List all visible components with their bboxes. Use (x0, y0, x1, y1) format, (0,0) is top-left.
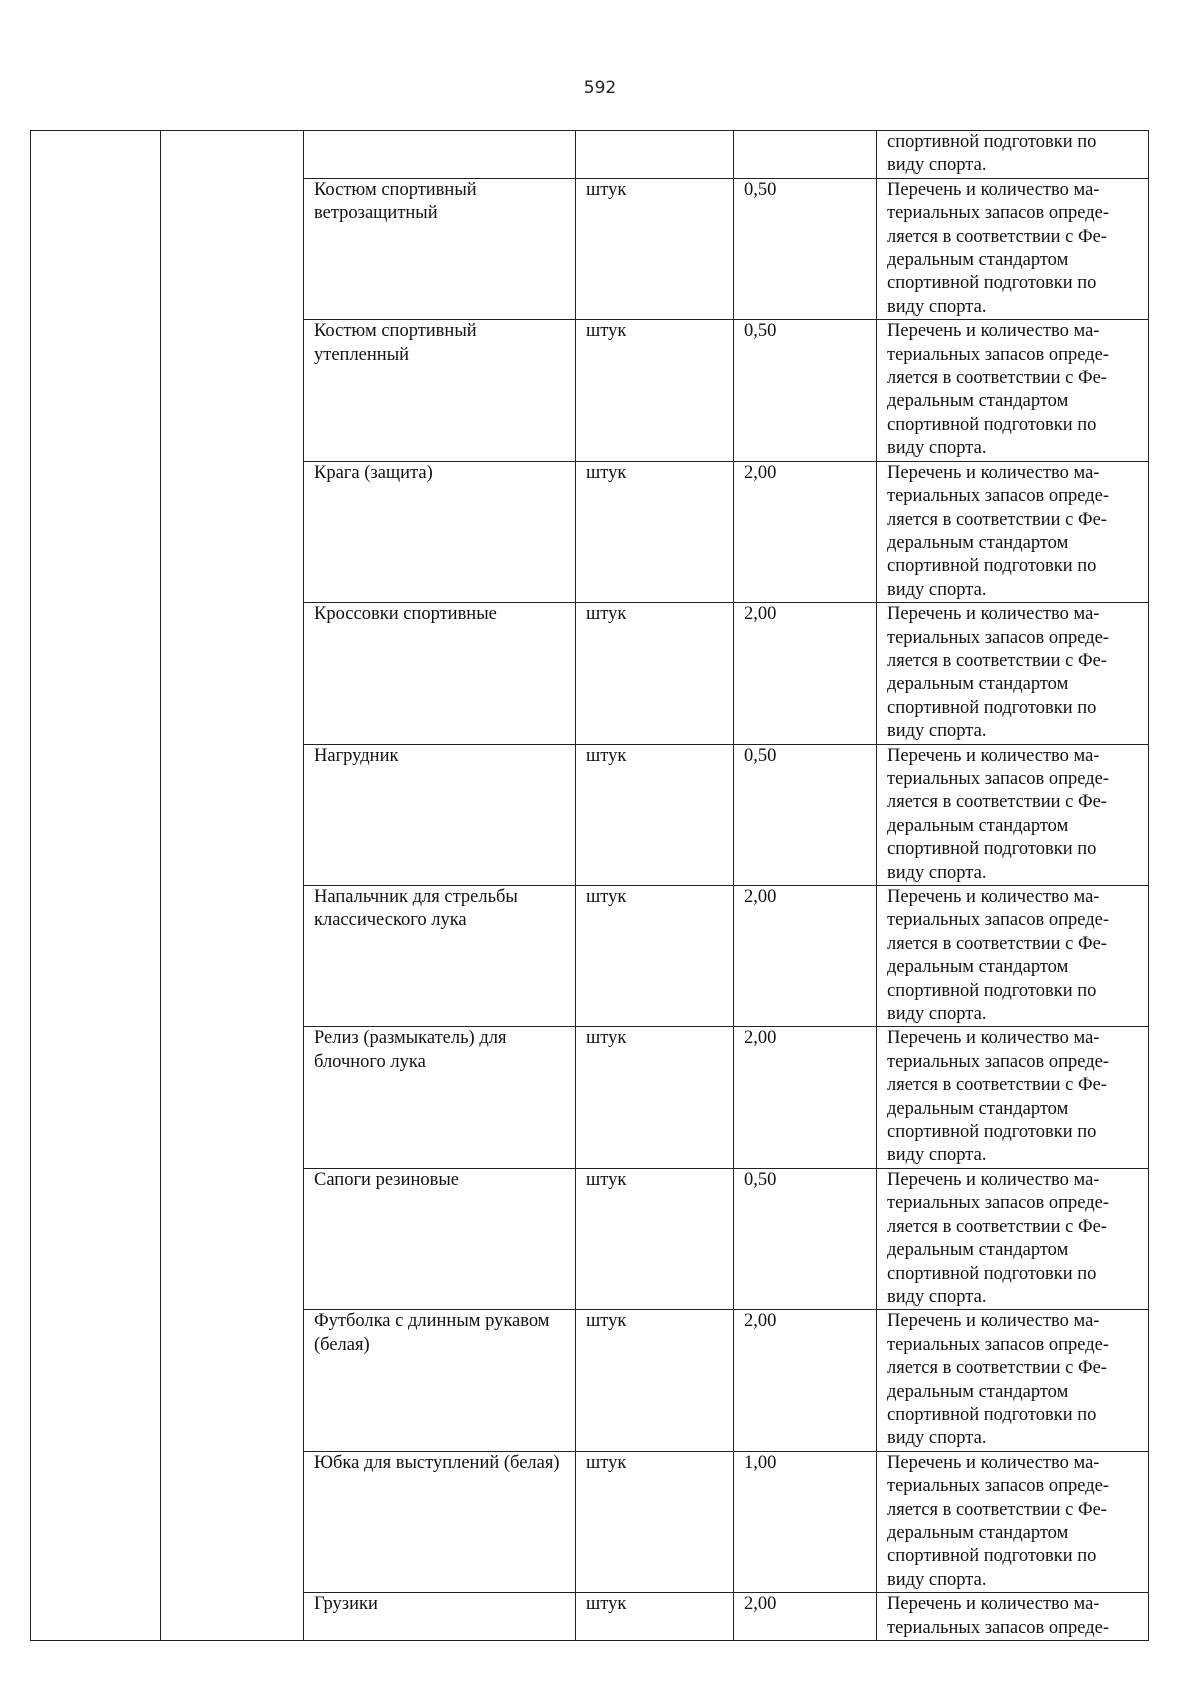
note-cell: Перечень и количество ма- териальных запасов опреде- ляется в соответствии с Фе- деральным стандартом спортивной подготовки по виду спорта. (877, 178, 1149, 319)
note-cell: Перечень и количество ма- териальных запасов опреде- ляется в соответствии с Фе- деральным стандартом спортивной подготовки по виду спорта. (877, 320, 1149, 461)
equipment-table (30, 130, 1149, 1641)
quantity-cell: 2,00 (734, 603, 877, 744)
note-cell: Перечень и количество ма- териальных запасов опреде- ляется в соответствии с Фе- деральным стандартом спортивной подготовки по виду спорта. (877, 1168, 1149, 1309)
quantity-cell: 0,50 (734, 320, 877, 461)
unit-cell: штук (576, 1027, 734, 1168)
item-name-cell: Крага (защита) (304, 461, 576, 602)
quantity-cell: 0,50 (734, 178, 877, 319)
item-name-cell (304, 131, 576, 179)
item-name-cell: Нагрудник (304, 744, 576, 885)
item-name-cell: Релиз (размыкатель) для блочного лука (304, 1027, 576, 1168)
quantity-cell: 2,00 (734, 1027, 877, 1168)
unit-cell: штук (576, 1168, 734, 1309)
quantity-cell: 2,00 (734, 461, 877, 602)
merged-cell-col1 (31, 131, 161, 1641)
unit-cell: штук (576, 744, 734, 885)
note-cell: Перечень и количество ма- териальных запасов опреде- ляется в соответствии с Фе- деральным стандартом спортивной подготовки по виду спорта. (877, 886, 1149, 1027)
unit-cell: штук (576, 1451, 734, 1592)
note-cell: спортивной подготовки по виду спорта. (877, 131, 1149, 179)
note-cell: Перечень и количество ма- териальных запасов опреде- ляется в соответствии с Фе- деральным стандартом спортивной подготовки по виду спорта. (877, 1027, 1149, 1168)
quantity-cell: 2,00 (734, 1310, 877, 1451)
note-cell: Перечень и количество ма- териальных запасов опреде- ляется в соответствии с Фе- деральным стандартом спортивной подготовки по виду спорта. (877, 603, 1149, 744)
quantity-cell: 2,00 (734, 886, 877, 1027)
note-cell: Перечень и количество ма- териальных запасов опреде- ляется в соответствии с Фе- деральным стандартом спортивной подготовки по виду спорта. (877, 744, 1149, 885)
page-number: 592 (583, 78, 617, 98)
unit-cell: штук (576, 1310, 734, 1451)
unit-cell: штук (576, 178, 734, 319)
quantity-cell: 0,50 (734, 744, 877, 885)
item-name-cell: Кроссовки спортивные (304, 603, 576, 744)
unit-cell (576, 131, 734, 179)
item-name-cell: Сапоги резиновые (304, 1168, 576, 1309)
merged-cell-col2 (161, 131, 304, 1641)
note-cell: Перечень и количество ма- териальных запасов опреде- ляется в соответствии с Фе- деральным стандартом спортивной подготовки по виду спорта. (877, 1310, 1149, 1451)
unit-cell: штук (576, 886, 734, 1027)
quantity-cell: 1,00 (734, 1451, 877, 1592)
table-body (31, 131, 1149, 1641)
quantity-cell (734, 131, 877, 179)
note-cell: Перечень и количество ма- териальных запасов опреде- (877, 1593, 1149, 1641)
unit-cell: штук (576, 320, 734, 461)
unit-cell: штук (576, 1593, 734, 1641)
table-row (31, 131, 1149, 179)
quantity-cell: 2,00 (734, 1593, 877, 1641)
item-name-cell: Костюм спортивный утепленный (304, 320, 576, 461)
quantity-cell: 0,50 (734, 1168, 877, 1309)
item-name-cell: Юбка для выступлений (белая) (304, 1451, 576, 1592)
item-name-cell: Грузики (304, 1593, 576, 1641)
note-cell: Перечень и количество ма- териальных запасов опреде- ляется в соответствии с Фе- деральным стандартом спортивной подготовки по виду спорта. (877, 461, 1149, 602)
item-name-cell: Напальчник для стрельбы классического лука (304, 886, 576, 1027)
note-cell: Перечень и количество ма- териальных запасов опреде- ляется в соответствии с Фе- деральным стандартом спортивной подготовки по виду спорта. (877, 1451, 1149, 1592)
unit-cell: штук (576, 603, 734, 744)
item-name-cell: Футболка с длинным рукавом (белая) (304, 1310, 576, 1451)
item-name-cell: Костюм спортивный ветрозащитный (304, 178, 576, 319)
unit-cell: штук (576, 461, 734, 602)
